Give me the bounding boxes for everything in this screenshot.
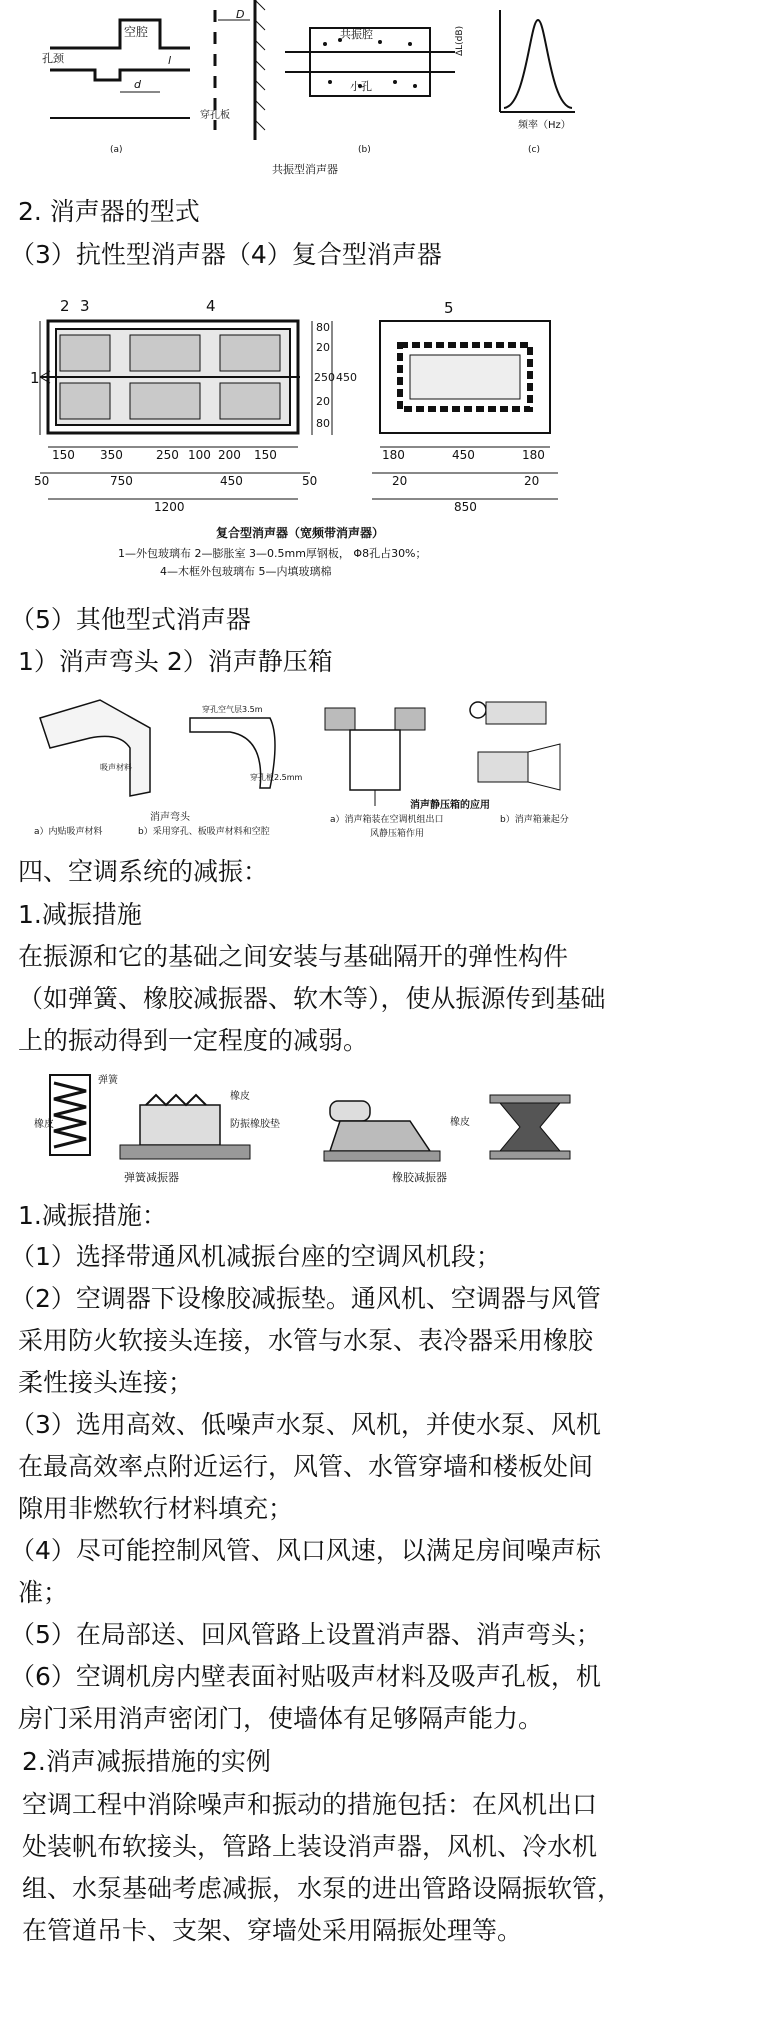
example-line-1: 空调工程中消除噪声和振动的措施包括：在风机出口	[22, 1790, 598, 1819]
measures-list	[10, 1236, 750, 1740]
elbow-sub-b: b）采用穿孔、板吸声材料和空腔	[138, 827, 270, 837]
fig2-caption: 复合型消声器（宽频带消声器）	[216, 526, 385, 540]
sub-b-label: (b)	[358, 145, 371, 155]
resonant-silencer-figure	[40, 0, 580, 180]
callout-2: 2	[60, 297, 70, 315]
rubber-isolator-caption: 橡胶减振器	[392, 1171, 447, 1184]
dim-250-h: 250	[156, 448, 179, 462]
dim-450-h: 450	[220, 474, 243, 488]
example-line-3: 组、水泵基础考虑减振，水泵的进出管路设隔振软管，	[22, 1874, 623, 1903]
elbow-plenum-figure	[30, 688, 590, 848]
plenum-sub-a: a）消声箱装在空调机组出口	[330, 815, 444, 825]
measure-4-line-2: 准；	[18, 1578, 69, 1607]
plenum-box-drawing	[325, 702, 569, 839]
elbow-caption: 消声弯头	[150, 812, 190, 823]
figure-c-response-curve	[455, 10, 575, 155]
measure-5-line-1: （5）在局部送、回风管路上设置消声器、消声弯头；	[10, 1620, 601, 1649]
dim-250: 250	[314, 371, 335, 384]
dim-20-end-b: 20	[524, 474, 540, 488]
measure-2-line-3: 柔性接头连接；	[18, 1368, 194, 1397]
perforated-plate-label: 穿孔板	[200, 110, 230, 121]
example-paragraph	[22, 1784, 762, 1952]
rubber-isolator-drawing	[324, 1095, 570, 1184]
spring-isolator-caption: 弹簧减振器	[124, 1171, 179, 1184]
measure-2-line-2: 采用防火软接头连接，水管与水泵、表冷器采用橡胶	[18, 1326, 594, 1355]
dim-100: 100	[188, 448, 211, 462]
dim-50-b: 50	[302, 474, 318, 488]
dim-450-vertical: 450	[336, 371, 357, 384]
vibration-line-1: 在振源和它的基础之间安装与基础隔开的弹性构件	[18, 942, 569, 971]
dim-1200: 1200	[154, 500, 185, 514]
plenum-sub-b: b）消声箱兼起分	[500, 815, 569, 825]
dim-850: 850	[454, 500, 477, 514]
measure-6-line-1: （6）空调机房内壁表面衬贴吸声材料及吸声孔板，机	[10, 1662, 601, 1691]
vibration-title: 1.减振措施	[18, 900, 142, 929]
figure-b-resonator	[285, 27, 455, 155]
example-line-2: 处装帆布软接头，管路上装设消声器，风机、冷水机	[22, 1832, 598, 1861]
measure-1-line-1: （1）选择带通风机减振台座的空调风机段；	[10, 1242, 501, 1271]
dim-200: 200	[218, 448, 241, 462]
dim-150-a: 150	[52, 448, 75, 462]
example-line-4: 在管道吊卡、支架、穿墙处采用隔振处理等。	[22, 1916, 523, 1945]
dim-350: 350	[100, 448, 123, 462]
dim-180-b: 180	[522, 448, 545, 462]
dim-20-end-a: 20	[392, 474, 408, 488]
absorb-material-label: 吸声材料	[100, 763, 132, 772]
subheading-reactive-composite: （3）抗性型消声器（4）复合型消声器	[10, 240, 442, 269]
measure-3-line-2: 在最高效率点附近运行，风管、水管穿墙和楼板处间	[18, 1452, 594, 1481]
dim-80-bottom: 80	[316, 417, 330, 430]
plenum-sub-a-cont: 风静压箱作用	[370, 829, 425, 839]
small-hole-label: 小孔	[350, 80, 372, 93]
cavity-label: 空腔	[124, 25, 149, 39]
measure-3-line-3: 隙用非燃软行材料填充；	[18, 1494, 294, 1523]
hole-label: 孔颈	[42, 52, 64, 65]
resonant-cavity-label: 共振腔	[340, 28, 373, 41]
silencer-elbow-drawing	[34, 700, 303, 837]
callout-5: 5	[444, 299, 454, 317]
callout-4: 4	[206, 297, 216, 315]
composite-section-view	[30, 297, 357, 514]
perforated-air-note: 穿孔空气层3.5m	[202, 705, 263, 714]
vibration-line-3: 上的振动得到一定程度的减弱。	[18, 1026, 369, 1055]
measure-4-line-1: （4）尽可能控制风管、风口风速，以满足房间噪声标	[10, 1536, 601, 1565]
sub-c-label: (c)	[528, 145, 540, 155]
dim-50-a: 50	[34, 474, 50, 488]
spring-isolator-drawing	[34, 1073, 280, 1184]
dim-450-end: 450	[452, 448, 475, 462]
measures-title: 1.减振措施：	[18, 1201, 167, 1230]
heading-silencer-types: 2. 消声器的型式	[18, 197, 200, 226]
elbow-sub-a: a）内贴吸声材料	[34, 827, 103, 837]
plenum-caption: 消声静压箱的应用	[410, 800, 490, 811]
d-label: d	[134, 78, 141, 91]
rubber-label-right: 橡皮	[450, 1117, 470, 1128]
composite-end-view	[372, 299, 558, 514]
x-axis-label: 频率（Hz）	[518, 120, 571, 131]
dim-150-b: 150	[254, 448, 277, 462]
composite-silencer-figure	[20, 285, 580, 595]
perforated-plate-mm-label: 穿孔板2.5mm	[250, 773, 303, 782]
rubber-pad-label: 防振橡胶垫	[230, 1119, 280, 1130]
sub-a-label: (a)	[110, 145, 123, 155]
callout-3: 3	[80, 297, 90, 315]
measure-2-line-1: （2）空调器下设橡胶减振垫。通风机、空调器与风管	[10, 1284, 601, 1313]
dim-20-top: 20	[316, 341, 330, 354]
section-4-title: 四、空调系统的减振：	[18, 857, 269, 886]
figure-perforated-plate	[200, 0, 265, 140]
measure-3-line-1: （3）选用高效、低噪声水泵、风机，并使水泵、风机	[10, 1410, 601, 1439]
callout-1: 1	[30, 369, 40, 387]
dim-180-a: 180	[382, 448, 405, 462]
spring-label: 弹簧	[98, 1075, 118, 1086]
example-title: 2.消声减振措施的实例	[22, 1747, 271, 1776]
l-label: l	[168, 54, 172, 67]
fig2-legend-line1: 1—外包玻璃布 2—膨胀室 3—0.5mm厚钢板， Φ8孔占30%；	[118, 547, 427, 560]
D-label: D	[236, 8, 245, 21]
fig1-caption: 共振型消声器	[272, 163, 338, 176]
rubber-label-mid: 橡皮	[230, 1091, 250, 1102]
subheading-elbow-plenum: 1）消声弯头 2）消声静压箱	[18, 647, 333, 676]
dim-750: 750	[110, 474, 133, 488]
dim-20-bottom: 20	[316, 395, 330, 408]
measure-6-line-2: 房门采用消声密闭门，使墙体有足够隔声能力。	[18, 1704, 544, 1733]
subheading-other-types: （5）其他型式消声器	[10, 605, 251, 634]
dim-80-top: 80	[316, 321, 330, 334]
fig2-legend-line2: 4—木框外包玻璃布 5—内填玻璃棉	[160, 565, 332, 578]
vibration-paragraph	[18, 936, 758, 1062]
y-axis-label: ΔL(dB)	[455, 25, 465, 56]
figure-a-cavity	[42, 20, 190, 155]
vibration-line-2: （如弹簧、橡胶减振器、软木等），使从振源传到基础	[18, 984, 606, 1013]
isolators-figure	[30, 1065, 590, 1185]
rubber-label-left: 橡皮	[34, 1119, 54, 1130]
